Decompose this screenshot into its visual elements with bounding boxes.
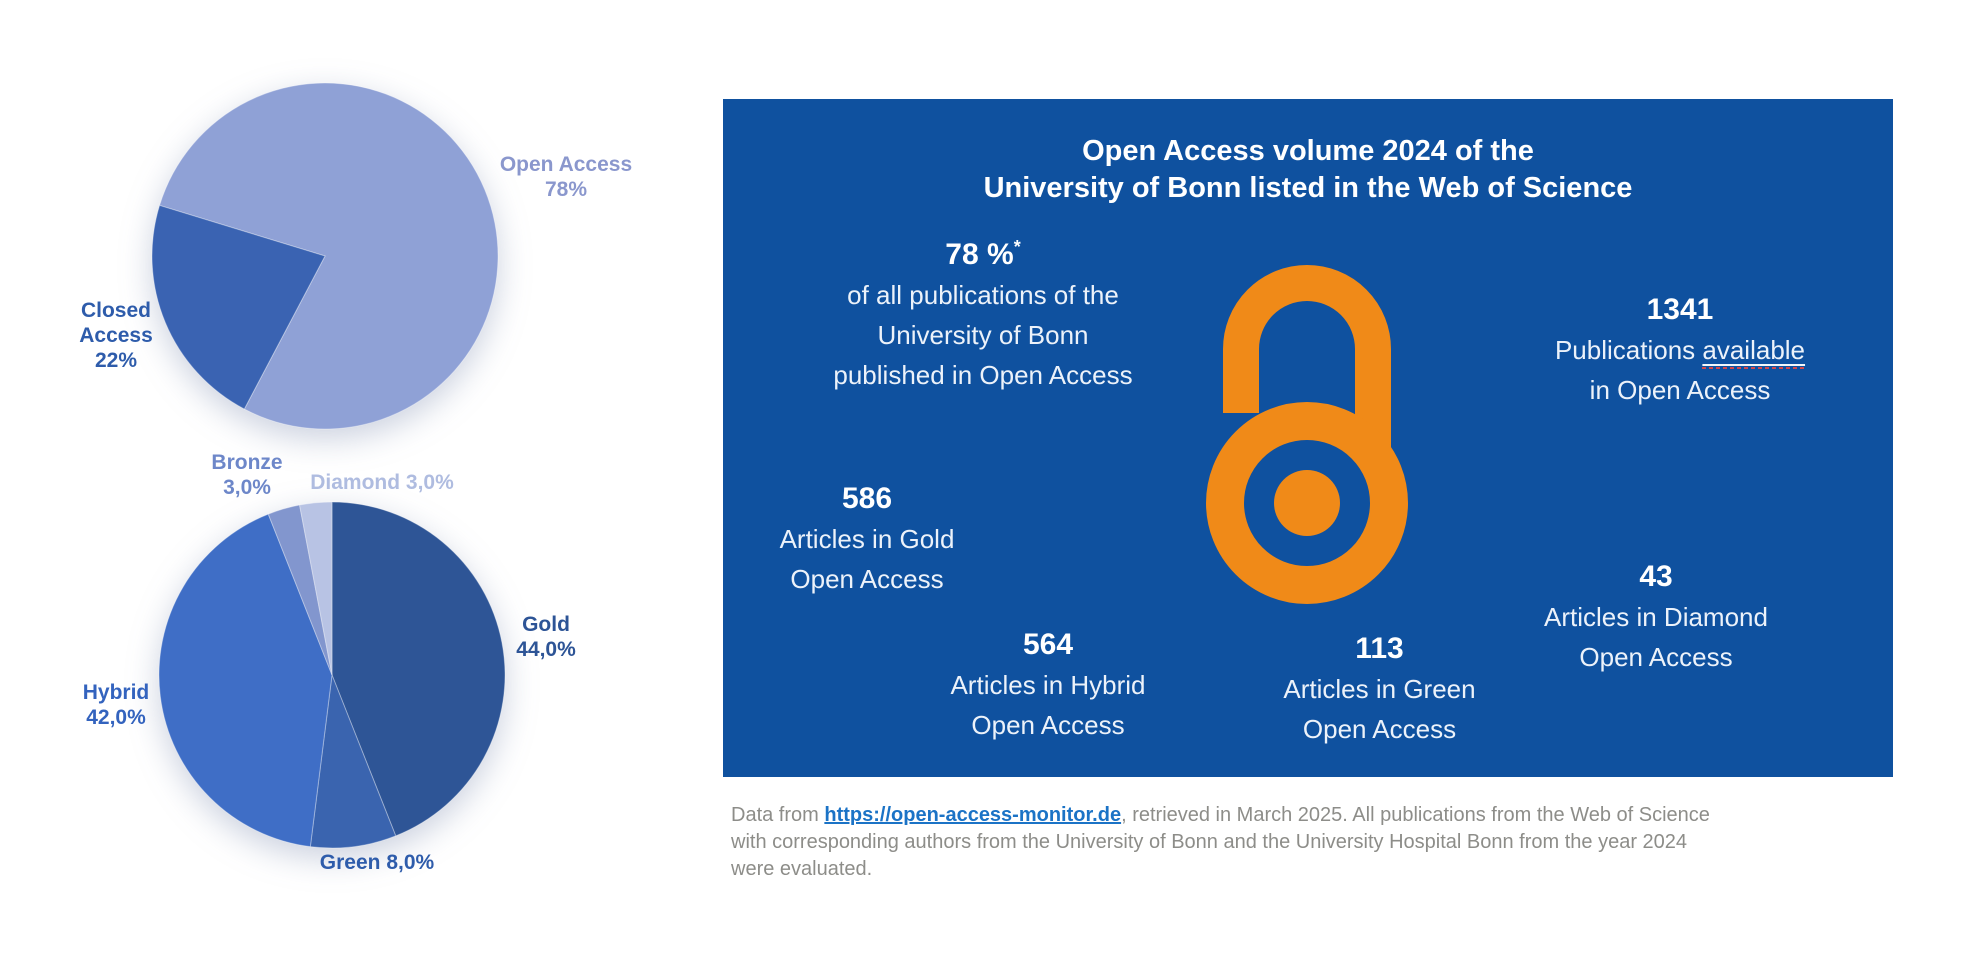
stat-gold-articles-number: 586 xyxy=(841,482,893,515)
stat-gold-articles xyxy=(752,479,982,599)
footer-prefix: Data from xyxy=(731,804,825,826)
data-source-note xyxy=(731,802,1806,883)
pie-label-bronze-line2: 3,0% xyxy=(223,476,271,499)
open-access-monitor-link[interactable]: https://open-access-monitor.de xyxy=(824,804,1122,826)
stat-pct-value: 78 % xyxy=(945,238,1014,271)
stat-total-publications-text xyxy=(1555,335,1805,405)
stat-diamond-articles-text: Articles in Diamond Open Access xyxy=(1544,602,1768,672)
pie-label-open-access-line1: Open Access xyxy=(499,153,633,176)
stat-total-publications xyxy=(1545,290,1815,410)
pie-label-gold xyxy=(486,612,606,662)
pie-label-open-access xyxy=(486,152,646,202)
stat-open-access-percentage-number xyxy=(833,235,1133,275)
stat-green-articles-text: Articles in Green Open Access xyxy=(1283,674,1476,744)
pie-label-gold-line2: 44,0% xyxy=(516,638,576,661)
info-panel-title xyxy=(723,133,1893,207)
stat-hybrid-articles-number: 564 xyxy=(1022,628,1074,661)
stat-pct-asterisk: * xyxy=(1013,237,1021,257)
pie-label-hybrid-line2: 42,0% xyxy=(86,706,146,729)
pie-label-closed-access-line3: 22% xyxy=(94,349,138,372)
pie-label-open-access-line2: 78% xyxy=(544,178,588,201)
open-access-info-panel xyxy=(723,99,1893,777)
pie-label-closed-access-line2: Access xyxy=(79,324,153,347)
padlock-keyhole-dot xyxy=(1274,470,1340,536)
pie-label-diamond xyxy=(302,470,462,495)
stat-hybrid-articles xyxy=(923,625,1173,745)
pie-label-diamond-line1: Diamond 3,0% xyxy=(310,471,454,494)
stat-hybrid-articles-text: Articles in Hybrid Open Access xyxy=(950,670,1146,740)
pie-label-closed-access xyxy=(51,298,181,373)
footer-suffix-line1: , retrieved in March 2025. All publications from the Web of Science xyxy=(1121,804,1710,826)
stat-total-text-underlined-word: available xyxy=(1702,335,1805,369)
pie-label-green-line1: Green 8,0% xyxy=(319,851,435,874)
pie-chart-open-vs-closed xyxy=(140,71,510,441)
pie-label-gold-line1: Gold xyxy=(522,613,570,636)
open-access-padlock-icon xyxy=(1195,245,1419,617)
footer-line2: with corresponding authors from the University of Bonn and the University Hospital Bonn from the year 2024 xyxy=(731,831,1688,853)
stat-total-publications-number: 1341 xyxy=(1646,293,1714,326)
pie-label-green xyxy=(287,850,467,875)
stat-green-articles-number: 113 xyxy=(1355,632,1404,665)
stat-total-text-part2: in Open Access xyxy=(1589,375,1771,405)
stat-open-access-percentage xyxy=(833,235,1133,395)
stat-total-text-part1: Publications xyxy=(1554,335,1703,365)
stat-diamond-articles xyxy=(1521,557,1791,677)
stat-open-access-percentage-text: of all publications of the University of Bonn published in Open Access xyxy=(833,280,1133,390)
info-panel-title-line2: University of Bonn listed in the Web of Science xyxy=(983,172,1633,204)
pie-label-hybrid-line1: Hybrid xyxy=(82,681,150,704)
stat-gold-articles-text: Articles in Gold Open Access xyxy=(779,524,955,594)
pie-label-bronze xyxy=(182,450,312,500)
pie-label-hybrid xyxy=(51,680,181,730)
pie-chart-open-access-types xyxy=(147,490,517,860)
footer-line3: were evaluated. xyxy=(731,858,873,880)
stat-diamond-articles-number: 43 xyxy=(1639,560,1673,593)
info-panel-title-line1: Open Access volume 2024 of the xyxy=(1082,135,1534,167)
stat-green-articles xyxy=(1257,629,1502,749)
pie-label-closed-access-line1: Closed xyxy=(80,299,151,322)
pie-label-bronze-line1: Bronze xyxy=(211,451,283,474)
